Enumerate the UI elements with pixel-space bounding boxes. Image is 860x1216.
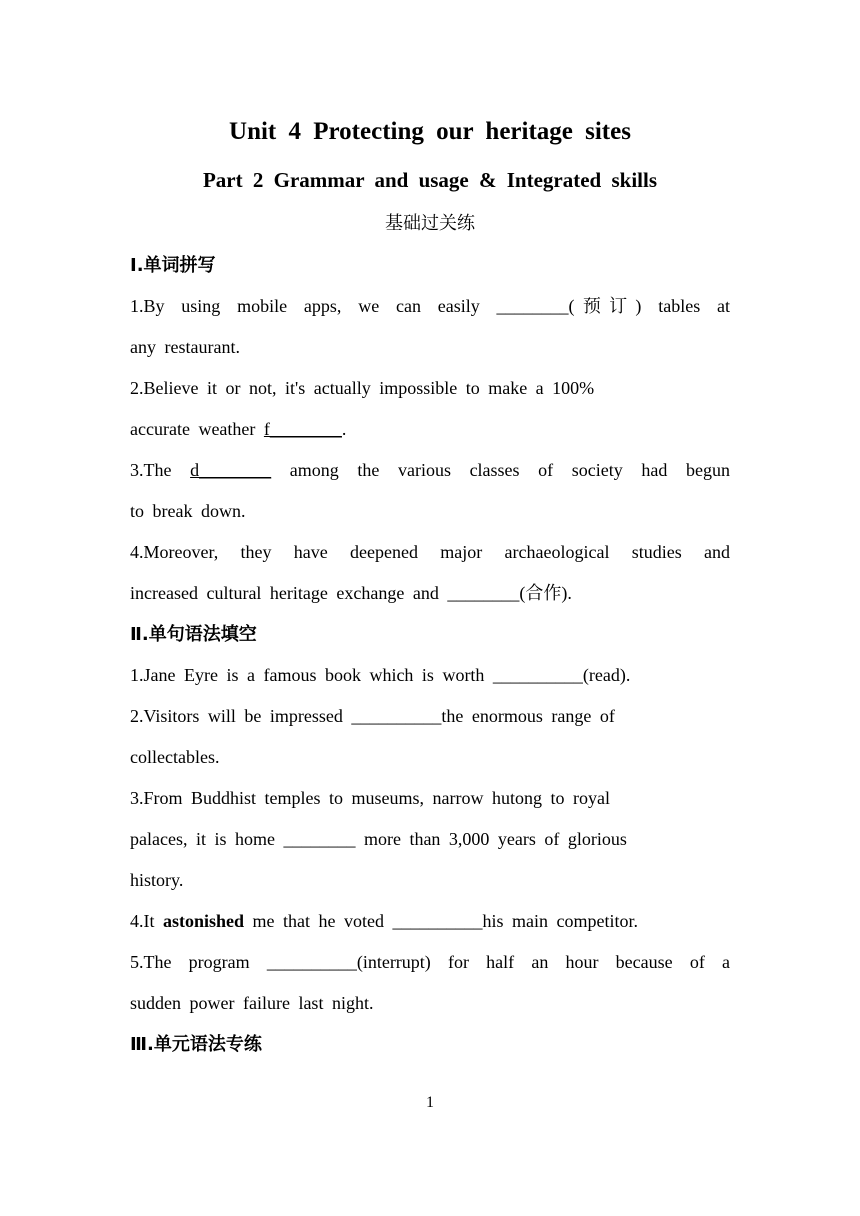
- question-2-1: 1.Jane Eyre is a famous book which is worth __________(read).: [130, 665, 631, 685]
- text: 3.The: [130, 460, 191, 480]
- question-2-2-line-1: 2.Visitors will be impressed __________the enormous range of: [130, 706, 615, 726]
- question-1-1-line-2: any restaurant.: [130, 337, 240, 357]
- question-1-3-line-1: [130, 450, 730, 491]
- answer-blank: d________: [190, 460, 272, 480]
- text: among the various classes of society had begun: [271, 460, 730, 480]
- question-1-3-line-2: to break down.: [130, 501, 246, 521]
- bold-word: astonished: [163, 911, 245, 931]
- question-1-4-line-2: increased cultural heritage exchange and ________(合作).: [130, 583, 572, 603]
- exercise-heading: 基础过关练: [385, 213, 475, 234]
- answer-blank: f________: [263, 419, 342, 439]
- question-2-3-line-3: history.: [130, 870, 184, 890]
- page-title: Unit 4 Protecting our heritage sites: [229, 118, 631, 145]
- text: .: [341, 419, 347, 439]
- section-heading-3: Ⅲ.单元语法专练: [130, 1034, 262, 1055]
- question-2-4: [130, 901, 730, 942]
- question-1-4-line-1: 4.Moreover, they have deepened major archaeological studies and: [130, 542, 730, 562]
- text: me that he voted __________his main competitor.: [244, 911, 638, 931]
- section-heading-1: Ⅰ.单词拼写: [130, 255, 216, 276]
- page-number: 1: [426, 1094, 434, 1111]
- text: 4.It: [130, 911, 163, 931]
- text: accurate weather: [130, 419, 264, 439]
- question-2-5-line-2: sudden power failure last night.: [130, 993, 374, 1013]
- question-1-2-line-1: 2.Believe it or not, it's actually impossible to make a 100%: [130, 378, 595, 398]
- question-2-3-line-2: palaces, it is home ________ more than 3,000 years of glorious: [130, 829, 627, 849]
- section-heading-2: Ⅱ.单句语法填空: [130, 624, 257, 645]
- question-2-3-line-1: 3.From Buddhist temples to museums, narrow hutong to royal: [130, 788, 610, 808]
- question-1-2-line-2: [130, 409, 730, 450]
- exercise-body: [130, 245, 730, 1065]
- question-1-1-line-1: 1.By using mobile apps, we can easily ________(预订) tables at: [130, 296, 730, 316]
- page-subtitle: Part 2 Grammar and usage & Integrated skills: [202, 168, 657, 192]
- question-2-2-line-2: collectables.: [130, 747, 220, 767]
- question-2-5-line-1: 5.The program __________(interrupt) for half an hour because of a: [130, 952, 730, 972]
